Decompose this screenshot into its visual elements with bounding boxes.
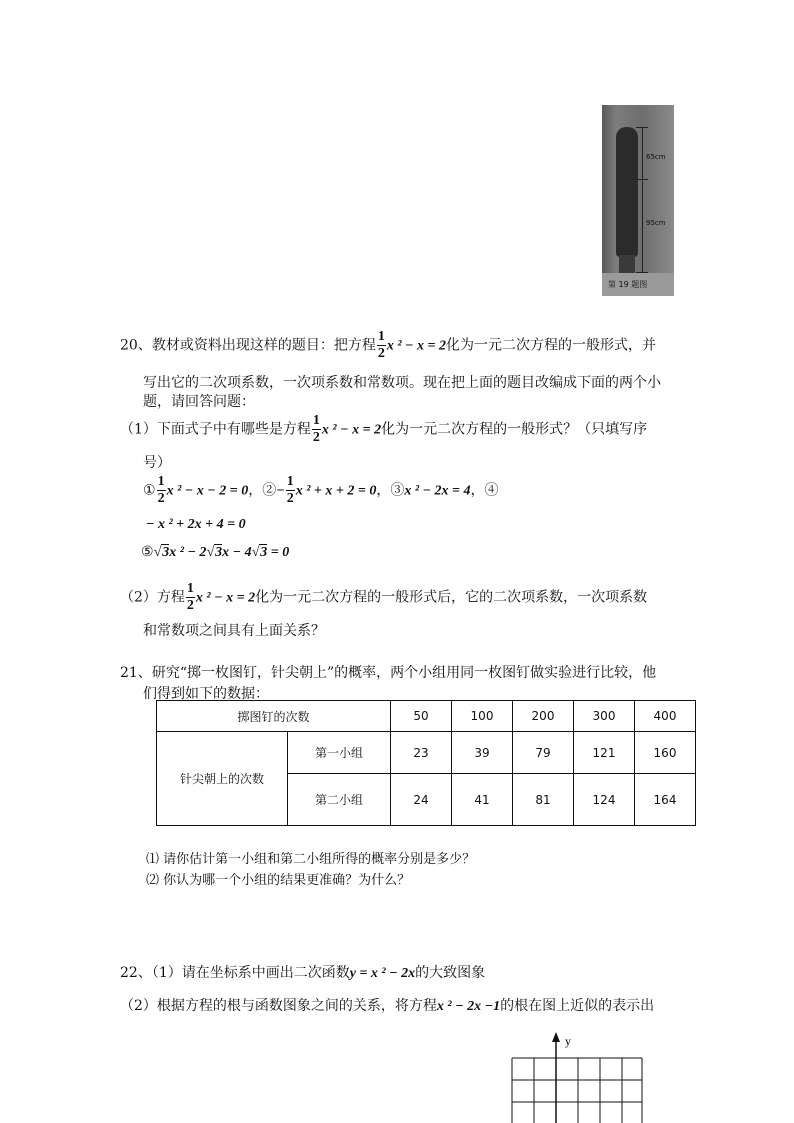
q20-sub2-end: 和常数项之间具有上面关系？ xyxy=(143,623,325,639)
q20-option-5: ⑤√3x ² − 2√3x − 4√3 = 0 xyxy=(141,544,290,560)
figure-19-photo xyxy=(602,105,674,296)
option-4-expr: − x ² + 2x + 4 = 0 xyxy=(146,517,246,532)
y-axis-label: y xyxy=(565,1034,571,1048)
option-2-mark: ，② xyxy=(248,482,277,499)
table-cell: 81 xyxy=(513,774,574,826)
row-label: 第二小组 xyxy=(288,774,391,826)
table-cell: 23 xyxy=(391,732,452,774)
q21-line2: 们得到如下的数据： xyxy=(143,686,269,702)
q22-line2: （2）根据方程的根与函数图象之间的关系，将方程x ² − 2x −1的根在图上近似的表示出 xyxy=(120,998,655,1014)
equation-expr: x ² − 2x −1 xyxy=(436,999,501,1014)
col-header: 50 xyxy=(391,701,452,732)
fraction: $\frac{1}{2}$ xyxy=(377,329,385,361)
option-5-mark: ⑤ xyxy=(141,544,154,560)
option-4-mark: ，④ xyxy=(470,482,499,499)
function-expr: y = x ² − 2x xyxy=(349,966,416,981)
table-cell: 24 xyxy=(391,774,452,826)
q21-line1: 21、研究“掷一枚图钉，针尖朝上”的概率，两个小组用同一枚图钉做实验进行比较，他 xyxy=(120,665,657,681)
option-1-expr: x ² − x − 2 = 0 xyxy=(166,483,249,499)
col-header: 300 xyxy=(574,701,635,732)
table-cell: 41 xyxy=(452,774,513,826)
option-1-mark: ① xyxy=(143,482,156,499)
row-label: 第一小组 xyxy=(288,732,391,774)
col-header: 100 xyxy=(452,701,513,732)
row-group-label: 针尖朝上的次数 xyxy=(157,732,288,826)
q20-sub2: （2）方程 $\frac{1}{2}$ x ² − x = 2化为一元二次方程的一般形式后，它的二次项系数，一次项系数 xyxy=(120,581,648,613)
q20-number: 20、 xyxy=(120,337,152,354)
q22-line1: 22、（1）请在坐标系中画出二次函数y = x ² − 2x的大致图象 xyxy=(120,965,486,981)
option-2-expr: x ² + x + 2 = 0 xyxy=(295,483,377,499)
option-3-expr: x ² − 2x = 4 xyxy=(404,483,471,499)
col-header: 400 xyxy=(635,701,696,732)
table-cell: 121 xyxy=(574,732,635,774)
table-row xyxy=(157,732,696,774)
table-cell: 39 xyxy=(452,732,513,774)
q21-ask2: ⑵ 你认为哪一个小组的结果更准确？为什么？ xyxy=(146,873,411,888)
y-axis-arrow xyxy=(552,1032,560,1042)
table-cell: 124 xyxy=(574,774,635,826)
table-cell: 164 xyxy=(635,774,696,826)
table-header-row xyxy=(157,701,696,732)
col-header: 200 xyxy=(513,701,574,732)
table-cell: 79 xyxy=(513,732,574,774)
q20-sub1: （1）下面式子中有哪些是方程 $\frac{1}{2}$ x ² − x = 2化为一元二次方程的一般形式？（只填写序 xyxy=(120,413,648,445)
data-table xyxy=(156,700,696,826)
q20-options-row1: ① $\frac{1}{2}$ x ² − x − 2 = 0，②− $\frac{1}{2}$ x ² + x + 2 = 0，③x ² − 2x = 4，④ xyxy=(143,474,499,506)
coordinate-grid xyxy=(510,1030,646,1123)
equation: x ² − x = 2 xyxy=(386,338,446,354)
header-label: 掷图钉的次数 xyxy=(157,701,391,732)
person-silhouette xyxy=(616,127,638,257)
q20-line1: 20、教材或资料出现这样的题目：把方程 $\frac{1}{2}$ x ² − x = 2化为一元二次方程的一般形式，并 xyxy=(120,329,656,361)
option-3-mark: ，③ xyxy=(376,482,405,499)
figure-caption: 第 19 题图 xyxy=(608,280,648,289)
height-label-upper: 65cm xyxy=(646,153,666,161)
q20-line3: 题，请回答问题： xyxy=(143,394,255,410)
q21-ask1: ⑴ 请你估计第一小组和第二小组所得的概率分别是多少？ xyxy=(146,852,476,867)
q20-line2: 写出它的二次项系数，一次项系数和常数项。现在把上面的题目改编成下面的两个小 xyxy=(143,375,661,391)
q20-sub1-end: 号） xyxy=(143,455,171,471)
height-label-lower: 95cm xyxy=(646,219,666,227)
table-cell: 160 xyxy=(635,732,696,774)
